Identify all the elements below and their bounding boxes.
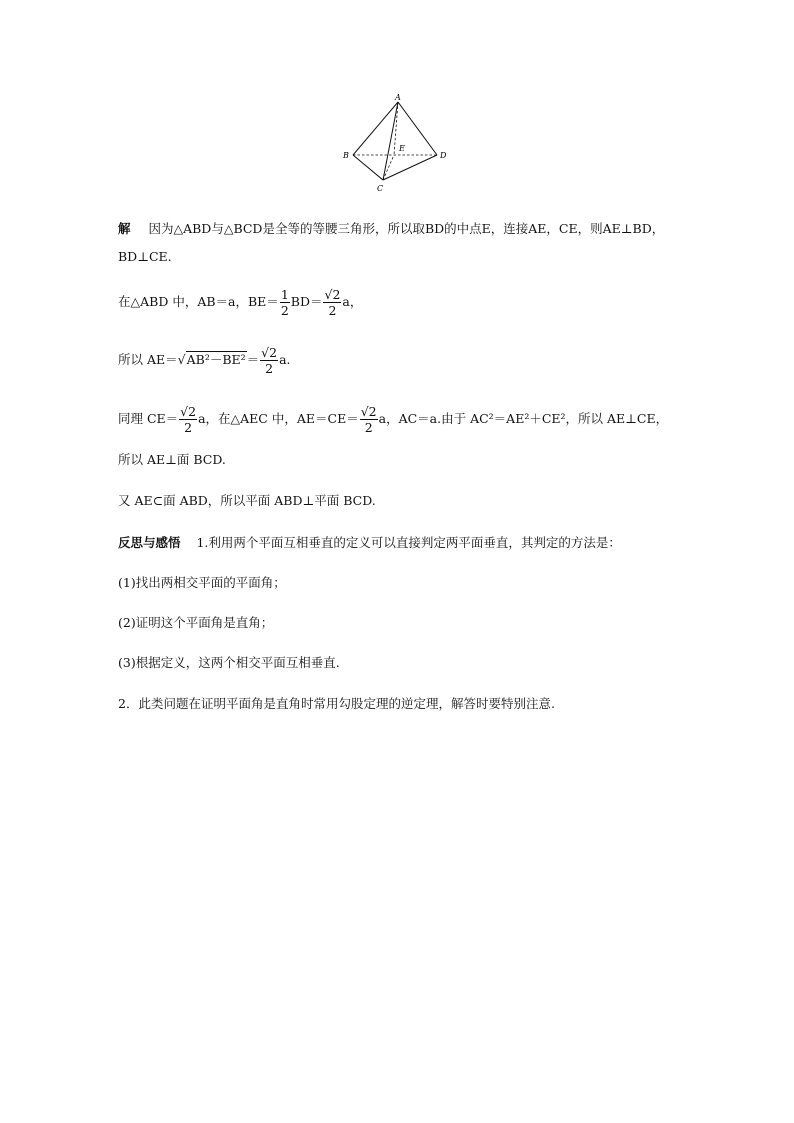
solution-text-3c: a， [342, 294, 363, 310]
fraction-root2-over-2: $\frac{√2}{2}$ [324, 287, 341, 319]
reflection-text-1: 1.利用两个平面互相垂直的定义可以直接判定两平面垂直，其判定的方法是： [196, 535, 621, 550]
solution-text-3b: BD＝ [290, 294, 323, 310]
reflection-label: 反思与感悟 [118, 535, 181, 550]
solution-text-1: 因为△ABD与△BCD是全等的等腰三角形，所以取BD的中点E，连接AE，CE，则AE⊥BD， [148, 221, 665, 236]
edge-ce-dashed [383, 155, 394, 180]
square-root: √AB²－BE² [177, 352, 246, 368]
label-d: D [440, 151, 447, 160]
solution-text-5c: a，AC＝a.由于 AC²＝AE²＋CE²，所以 AE⊥CE， [378, 411, 669, 427]
solution-text-7: 又 AE⊂面 ABD，所以平面 ABD⊥平面 BCD. [118, 493, 376, 508]
label-c: C [377, 184, 384, 193]
solution-text-4b: ＝ [246, 352, 260, 368]
reflection-line-1 [118, 537, 621, 550]
label-a: A [395, 93, 401, 102]
fraction-root2-over-2: $\frac{√2}{2}$ [360, 404, 377, 436]
fraction-root2-over-2: $\frac{√2}{2}$ [180, 404, 197, 436]
label-e: E [399, 144, 405, 153]
solution-line-2 [118, 251, 172, 264]
solution-text-2: BD⊥CE. [118, 249, 172, 264]
reflection-item-3: (3)根据定义，这两个相交平面互相垂直. [118, 655, 340, 670]
fraction-half: $\frac{1}{2}$ [280, 287, 289, 319]
label-b: B [343, 151, 349, 160]
solution-label: 解 [118, 221, 131, 236]
solution-text-5b: a，在△AEC 中，AE＝CE＝ [198, 411, 359, 427]
reflection-item-2: (2)证明这个平面角是直角； [118, 615, 274, 630]
solution-line-5 [118, 405, 668, 434]
solution-text-4c: a. [279, 352, 291, 368]
solution-text-6: 所以 AE⊥面 BCD. [118, 452, 226, 467]
reflection-line-2: 2．此类问题在证明平面角是直角时常用勾股定理的逆定理，解答时要特别注意. [118, 696, 555, 711]
edge-cd [383, 155, 437, 180]
fraction-root2-over-2: $\frac{√2}{2}$ [261, 345, 278, 377]
solution-line-3 [118, 288, 362, 317]
edge-ab [353, 102, 398, 155]
edge-ac [383, 102, 398, 180]
solution-line-4 [118, 346, 291, 375]
solution-text-3a: 在△ABD 中，AB＝a，BE＝ [118, 294, 279, 310]
reflection-item-1: (1)找出两相交平面的平面角； [118, 575, 286, 590]
solution-line-6 [118, 454, 226, 467]
tetrahedron-figure [336, 92, 460, 194]
edge-bc [353, 155, 383, 180]
solution-line-7 [118, 495, 376, 508]
solution-text-4a: 所以 AE＝ [118, 352, 178, 368]
solution-line-1 [118, 223, 664, 236]
solution-text-5a: 同理 CE＝ [118, 411, 179, 427]
